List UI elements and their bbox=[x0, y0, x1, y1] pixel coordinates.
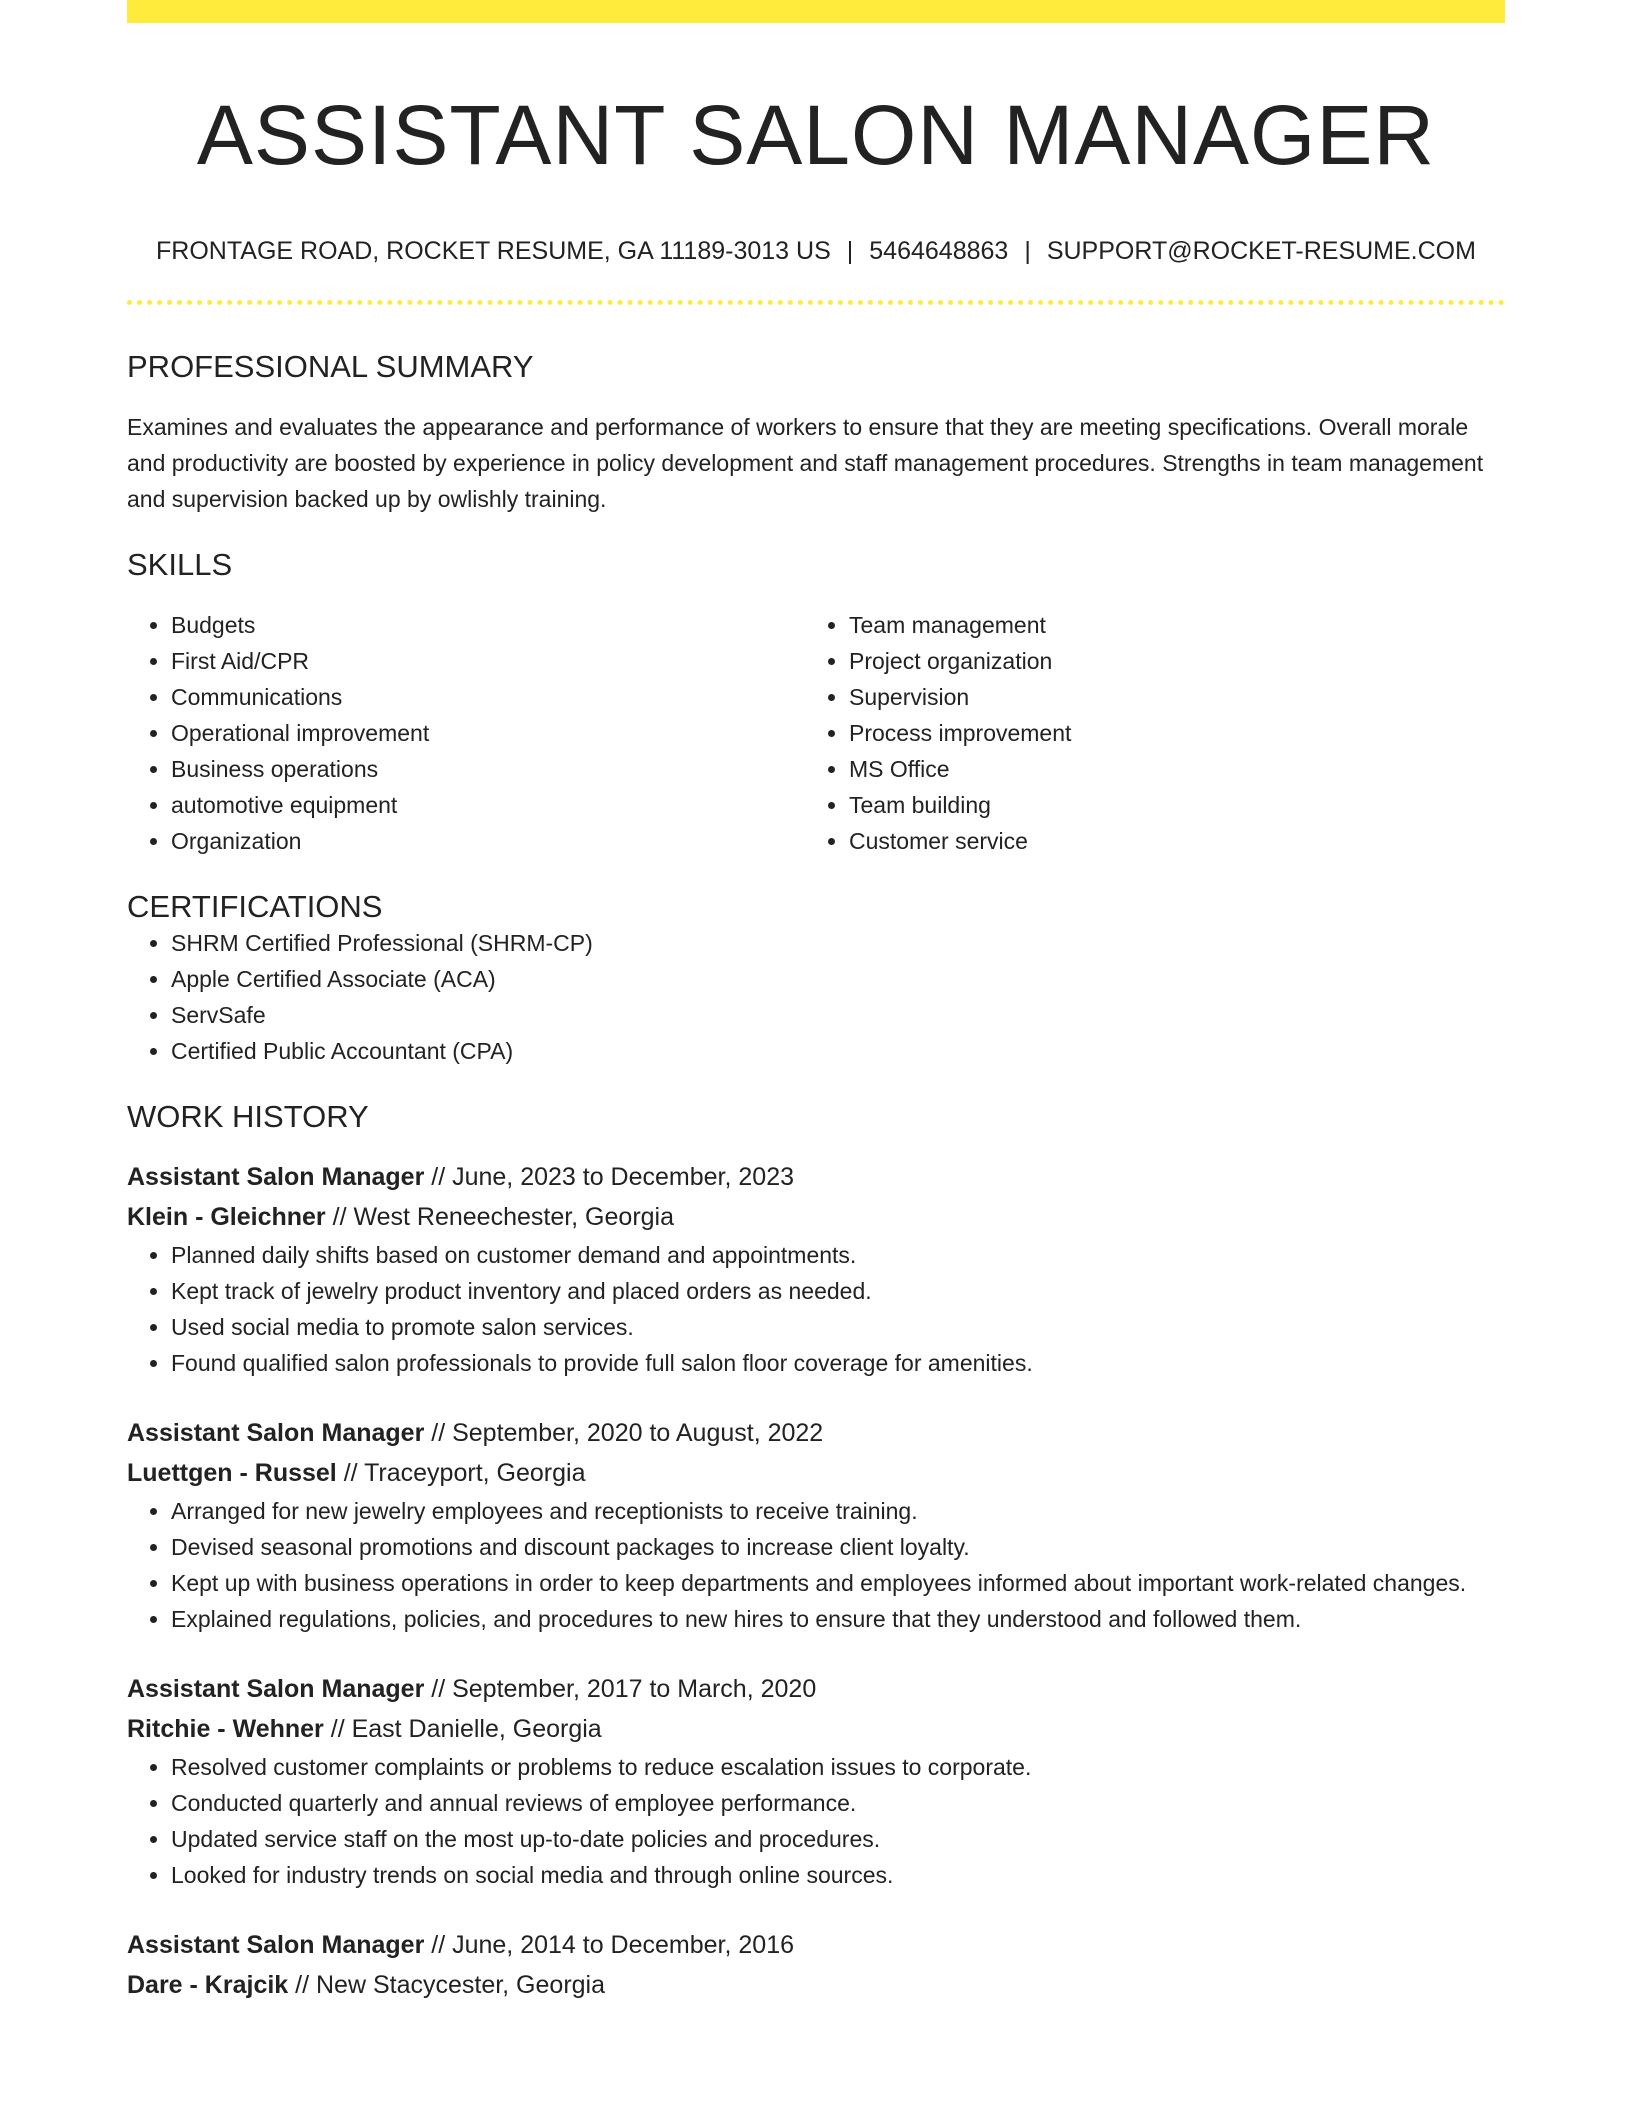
job-dates: // September, 2020 to August, 2022 bbox=[424, 1419, 824, 1447]
job-role-line bbox=[127, 1925, 1505, 1965]
certifications-list bbox=[127, 925, 1505, 1069]
contact-email: SUPPORT@ROCKET-RESUME.COM bbox=[1046, 237, 1476, 265]
skill-item: • automotive equipment bbox=[171, 787, 805, 823]
skill-item: • First Aid/CPR bbox=[171, 643, 805, 679]
dotted-divider bbox=[127, 300, 1505, 305]
job-role-line bbox=[127, 1413, 1505, 1453]
job-location: // Traceyport, Georgia bbox=[336, 1459, 586, 1487]
candidate-title: ASSISTANT SALON MANAGER bbox=[196, 88, 1436, 182]
skill-item: • Team management bbox=[849, 607, 1483, 643]
job-role: Assistant Salon Manager bbox=[127, 1163, 425, 1191]
skills-columns bbox=[127, 607, 1505, 859]
job-dates: // June, 2014 to December, 2016 bbox=[424, 1931, 795, 1959]
work-history-heading: WORK HISTORY bbox=[127, 1099, 369, 1134]
job-role-line bbox=[127, 1669, 1505, 1709]
job-duties-list bbox=[127, 1749, 1505, 1893]
job-company: Klein - Gleichner bbox=[127, 1203, 326, 1231]
job-location: // West Reneechester, Georgia bbox=[325, 1203, 674, 1231]
job-duty: • Explained regulations, policies, and procedures to new hires to ensure that they understood and followed them. bbox=[171, 1601, 1505, 1637]
skill-item: • Project organization bbox=[849, 643, 1483, 679]
certification-item: • ServSafe bbox=[171, 997, 1505, 1033]
job-duty: • Resolved customer complaints or problems to reduce escalation issues to corporate. bbox=[171, 1749, 1505, 1785]
skill-item: • Budgets bbox=[171, 607, 805, 643]
resume-content bbox=[127, 23, 1505, 2005]
contact-line bbox=[127, 236, 1505, 266]
job-dates: // September, 2017 to March, 2020 bbox=[424, 1675, 817, 1703]
contact-phone: 5464648863 bbox=[869, 237, 1009, 265]
skill-item: • Customer service bbox=[849, 823, 1483, 859]
summary-text: Examines and evaluates the appearance and performance of workers to ensure that they are meeting specifications. Overall morale and productivity are boosted by experience in policy development and staff management procedures. Strengths in team management and supervision backed up by owlishly training. bbox=[127, 414, 1484, 512]
job-location: // East Danielle, Georgia bbox=[323, 1715, 602, 1743]
skill-item: • Organization bbox=[171, 823, 805, 859]
summary-heading: PROFESSIONAL SUMMARY bbox=[127, 349, 534, 384]
job-duty: • Updated service staff on the most up-to-date policies and procedures. bbox=[171, 1821, 1505, 1857]
skills-column-right bbox=[805, 607, 1483, 859]
skill-item: • Process improvement bbox=[849, 715, 1483, 751]
job-duties-list bbox=[127, 1237, 1505, 1381]
skills-list-left bbox=[127, 607, 805, 859]
job-location: // New Stacycester, Georgia bbox=[288, 1971, 605, 1999]
job-duty: • Conducted quarterly and annual reviews of employee performance. bbox=[171, 1785, 1505, 1821]
accent-bar bbox=[127, 0, 1505, 23]
job-company: Dare - Krajcik bbox=[127, 1971, 289, 1999]
skill-item: • Business operations bbox=[171, 751, 805, 787]
skill-item: • Team building bbox=[849, 787, 1483, 823]
skill-item: • Supervision bbox=[849, 679, 1483, 715]
job-duty: • Found qualified salon professionals to provide full salon floor coverage for amenities. bbox=[171, 1345, 1505, 1381]
contact-address: FRONTAGE ROAD, ROCKET RESUME, GA 11189-3013 US bbox=[156, 237, 831, 265]
job-role: Assistant Salon Manager bbox=[127, 1675, 425, 1703]
job-duty: • Devised seasonal promotions and discount packages to increase client loyalty. bbox=[171, 1529, 1505, 1565]
certification-item: • Certified Public Accountant (CPA) bbox=[171, 1033, 1505, 1069]
job-company: Luettgen - Russel bbox=[127, 1459, 337, 1487]
skills-list-right bbox=[805, 607, 1483, 859]
job-dates: // June, 2023 to December, 2023 bbox=[424, 1163, 795, 1191]
job-role-line bbox=[127, 1157, 1505, 1197]
job-duties-list bbox=[127, 1493, 1505, 1637]
job-duty: • Kept up with business operations in order to keep departments and employees informed about important work-related changes. bbox=[171, 1565, 1505, 1601]
job-company-line bbox=[127, 1197, 1505, 1237]
job-duty: • Used social media to promote salon services. bbox=[171, 1309, 1505, 1345]
job-entry bbox=[127, 1925, 1505, 2005]
certification-item: • Apple Certified Associate (ACA) bbox=[171, 961, 1505, 997]
skills-heading: SKILLS bbox=[127, 547, 233, 582]
job-entry bbox=[127, 1669, 1505, 1893]
job-duty: • Planned daily shifts based on customer demand and appointments. bbox=[171, 1237, 1505, 1273]
job-entry bbox=[127, 1413, 1505, 1637]
certification-item: • SHRM Certified Professional (SHRM-CP) bbox=[171, 925, 1505, 961]
skills-column-left bbox=[127, 607, 805, 859]
job-company-line bbox=[127, 1453, 1505, 1493]
job-duty: • Looked for industry trends on social media and through online sources. bbox=[171, 1857, 1505, 1893]
contact-separator: | bbox=[1024, 237, 1031, 265]
skill-item: • Communications bbox=[171, 679, 805, 715]
skill-item: • Operational improvement bbox=[171, 715, 805, 751]
job-role: Assistant Salon Manager bbox=[127, 1931, 425, 1959]
job-duty: • Kept track of jewelry product inventory and placed orders as needed. bbox=[171, 1273, 1505, 1309]
job-company-line bbox=[127, 1965, 1505, 2005]
job-duty: • Arranged for new jewelry employees and receptionists to receive training. bbox=[171, 1493, 1505, 1529]
contact-separator: | bbox=[846, 237, 854, 265]
skill-item: • MS Office bbox=[849, 751, 1483, 787]
job-role: Assistant Salon Manager bbox=[127, 1419, 425, 1447]
certifications-heading: CERTIFICATIONS bbox=[127, 889, 383, 924]
job-company-line bbox=[127, 1709, 1505, 1749]
job-entry bbox=[127, 1157, 1505, 1381]
job-company: Ritchie - Wehner bbox=[127, 1715, 324, 1743]
